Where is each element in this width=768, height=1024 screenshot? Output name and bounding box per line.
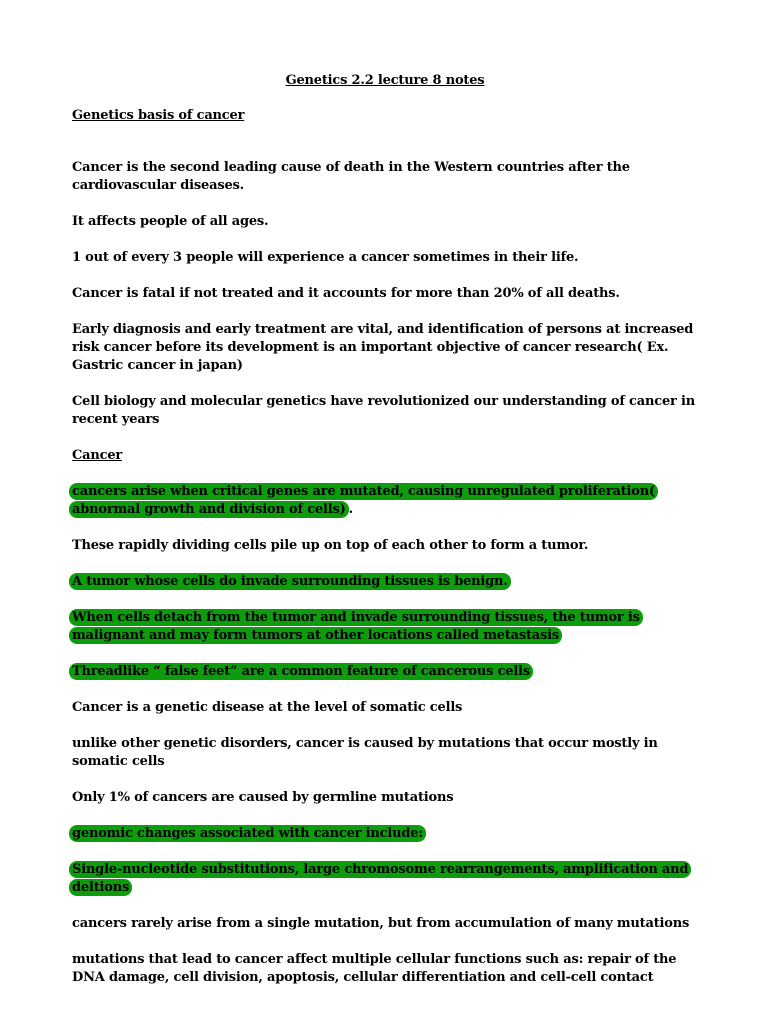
paragraph-one-in-three: 1 out of every 3 people will experience a cancer sometimes in their life. bbox=[72, 250, 579, 265]
paragraph-multiple-functions: mutations that lead to cancer affect multiple cellular functions such as: repair of the DNA damage, cell division, apoptosis, cellular differentiation and cell-cell contact bbox=[72, 952, 677, 985]
paragraph-genetic-disease: Cancer is a genetic disease at the level of somatic cells bbox=[72, 700, 463, 715]
paragraph-germline-mutations: Only 1% of cancers are caused by germline mutations bbox=[72, 790, 454, 805]
highlight-cancers-arise: cancers arise when critical genes are mutated, causing unregulated proliferation( abnormal growth and division of cells) bbox=[69, 483, 658, 518]
paragraph-unlike-other-disorders: unlike other genetic disorders, cancer is caused by mutations that occur mostly in somatic cells bbox=[72, 736, 658, 769]
paragraph-rarely-arise: cancers rarely arise from a single mutation, but from accumulation of many mutations bbox=[72, 916, 690, 931]
paragraph-cancers-arise bbox=[72, 483, 698, 519]
highlight-benign: A tumor whose cells do invade surrounding tissues is benign. bbox=[69, 573, 511, 590]
highlight-single-nucleotide: Single-nucleotide substitutions, large chromosome rearrangements, amplification and deltions bbox=[69, 861, 691, 896]
paragraph-false-feet bbox=[72, 663, 698, 681]
highlight-false-feet: Threadlike “ false feet” are a common feature of cancerous cells bbox=[69, 663, 533, 680]
document-title: Genetics 2.2 lecture 8 notes bbox=[285, 73, 485, 88]
paragraph-malignant bbox=[72, 609, 698, 645]
paragraph-single-nucleotide bbox=[72, 861, 698, 897]
paragraph-cell-biology: Cell biology and molecular genetics have revolutionized our understanding of cancer in recent years bbox=[72, 394, 695, 427]
paragraph-cells-pile-up: These rapidly dividing cells pile up on top of each other to form a tumor. bbox=[72, 538, 589, 553]
paragraph-cancers-arise-period: . bbox=[348, 502, 353, 517]
heading-cancer: Cancer bbox=[72, 448, 123, 463]
highlight-genomic-changes: genomic changes associated with cancer include: bbox=[69, 825, 426, 842]
document-page bbox=[72, 72, 698, 987]
paragraph-early-diagnosis: Early diagnosis and early treatment are vital, and identification of persons at increased risk cancer before its development is an important objective of cancer research( Ex. Gastric cancer in japan) bbox=[72, 322, 694, 373]
paragraph-fatal-if-untreated: Cancer is fatal if not treated and it accounts for more than 20% of all deaths. bbox=[72, 286, 620, 301]
paragraph-all-ages: It affects people of all ages. bbox=[72, 214, 269, 229]
paragraph-genomic-changes bbox=[72, 825, 698, 843]
heading-genetics-basis: Genetics basis of cancer bbox=[72, 108, 245, 123]
paragraph-benign bbox=[72, 573, 698, 591]
paragraph-second-leading-cause: Cancer is the second leading cause of death in the Western countries after the cardiovascular diseases. bbox=[72, 160, 630, 193]
highlight-malignant: When cells detach from the tumor and invade surrounding tissues, the tumor is malignant and may form tumors at other locations called metastasis bbox=[69, 609, 643, 644]
